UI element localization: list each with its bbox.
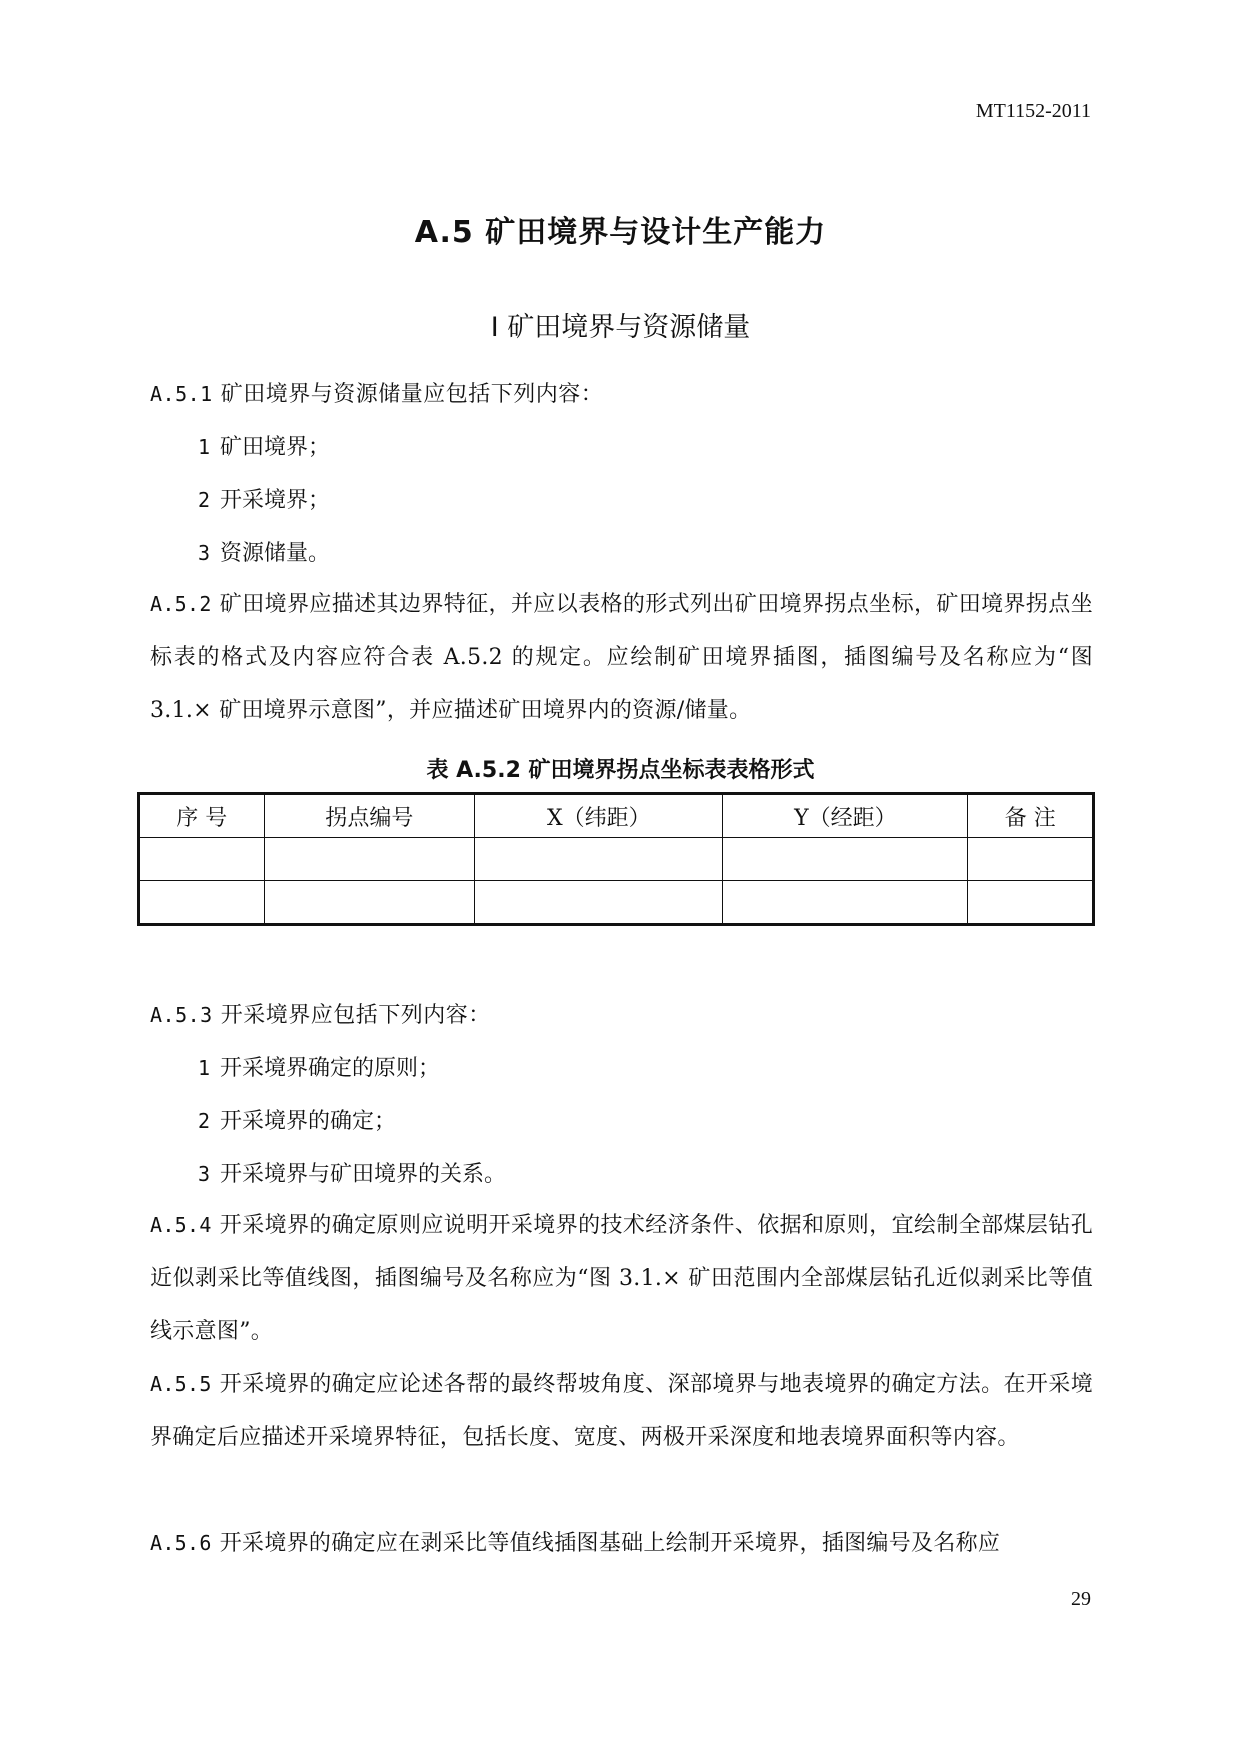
clause-text: 开采境界的确定应在剥采比等值线插图基础上绘制开采境界，插图编号及名称应 [219, 1531, 1001, 1556]
table-header-cell: X（纬距） [475, 794, 723, 838]
document-code: MT1152-2011 [975, 100, 1091, 122]
section-title: A.5 矿田境界与设计生产能力 [414, 215, 827, 250]
table-cell [968, 838, 1094, 881]
clause-number: A.5.6 [150, 1531, 212, 1555]
table-header-row [139, 794, 1094, 838]
item-text: 开采境界确定的原则； [220, 1056, 441, 1081]
table-header-cell: Y（经距） [723, 794, 968, 838]
table-cell [723, 838, 968, 881]
table-cell [264, 881, 475, 925]
table-header-cell: 备 注 [968, 794, 1094, 838]
item-text: 开采境界的确定； [220, 1109, 397, 1134]
table-cell [475, 838, 723, 881]
list-item [198, 1104, 396, 1135]
table-cell [139, 838, 265, 881]
table-cell [264, 838, 475, 881]
subsection-title: Ⅰ 矿田境界与资源储量 [490, 312, 751, 343]
clause-number: A.5.5 [150, 1372, 212, 1396]
item-number: 3 [198, 541, 211, 565]
item-number: 2 [198, 488, 211, 512]
clause-a56 [150, 1517, 1093, 1570]
clause-number: A.5.2 [150, 592, 212, 616]
table-cell [475, 881, 723, 925]
item-text: 开采境界； [220, 488, 331, 513]
clause-a55 [150, 1358, 1093, 1464]
clause-text: 矿田境界与资源储量应包括下列内容： [220, 382, 604, 407]
clause-text: 开采境界应包括下列内容： [220, 1003, 491, 1028]
item-number: 2 [198, 1109, 211, 1133]
clause-text: 开采境界的确定应论述各帮的最终帮坡角度、深部境界与地表境界的确定方法。在开采境界确定后应描述开采境界特征，包括长度、宽度、两极开采深度和地表境界面积等内容。 [150, 1372, 1093, 1450]
table-cell [968, 881, 1094, 925]
table-header-cell: 序 号 [139, 794, 265, 838]
clause-a54 [150, 1199, 1093, 1358]
clause-a52 [150, 578, 1093, 737]
list-item [198, 483, 330, 514]
table-caption: 表 A.5.2 矿田境界拐点坐标表表格形式 [426, 758, 815, 783]
list-item [198, 536, 330, 567]
table-row [139, 838, 1094, 881]
coordinate-table [137, 792, 1095, 926]
clause-a51 [150, 377, 603, 408]
list-item [198, 1157, 506, 1188]
clause-text: 开采境界的确定原则应说明开采境界的技术经济条件、依据和原则，宜绘制全部煤层钻孔近似剥采比等值线图，插图编号及名称应为“图 3.1.× 矿田范围内全部煤层钻孔近似剥采比等值线示意图”。 [150, 1213, 1093, 1344]
table-header-cell: 拐点编号 [264, 794, 475, 838]
clause-a53 [150, 998, 491, 1029]
item-text: 资源储量。 [220, 541, 331, 566]
clause-text: 矿田境界应描述其边界特征，并应以表格的形式列出矿田境界拐点坐标，矿田境界拐点坐标表的格式及内容应符合表 A.5.2 的规定。应绘制矿田境界插图，插图编号及名称应为“图 3.1.× 矿田境界示意图”，并应描述矿田境界内的资源/储量。 [150, 592, 1093, 723]
page-number: 29 [1071, 1588, 1091, 1610]
table-cell [723, 881, 968, 925]
list-item [198, 430, 330, 461]
item-number: 3 [198, 1162, 211, 1186]
table-row [139, 881, 1094, 925]
table-cell [139, 881, 265, 925]
item-text: 开采境界与矿田境界的关系。 [220, 1162, 507, 1187]
clause-number: A.5.1 [150, 382, 213, 406]
item-text: 矿田境界； [220, 435, 331, 460]
item-number: 1 [198, 1056, 211, 1080]
item-number: 1 [198, 435, 211, 459]
clause-number: A.5.3 [150, 1003, 213, 1027]
clause-number: A.5.4 [150, 1213, 212, 1237]
list-item [198, 1051, 440, 1082]
